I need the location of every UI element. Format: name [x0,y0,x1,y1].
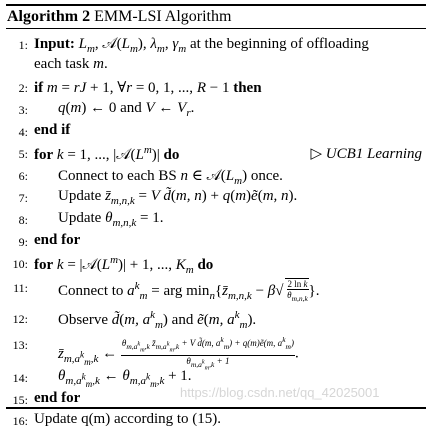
line-code: q(m) ← 0 and V ← $V_r$. [58,100,195,119]
keyword: Input: [34,36,75,52]
line-code: for $k = |𝒜(L^m)| + 1$, ..., $K_m$ do [34,254,214,276]
keyword: if [34,80,44,96]
keyword: end for [34,232,81,248]
line-number: 4: [18,125,28,139]
keyword: end for [34,390,81,406]
line-code: for k = 1, ..., $|𝒜(L^m)|$ do [34,144,180,163]
algorithm-name: EMM-LSI Algorithm [94,8,232,25]
line-number: 1: [18,38,28,52]
watermark: https://blog.csdn.net/qq_42025001 [180,385,380,400]
keyword: for [34,257,54,273]
algorithm-title [6,6,426,28]
line-code: $\theta_{m,a^k_m,k}$ ← $\theta_{m,a^k_m,k} + 1$. [58,368,192,390]
bottom-rule [6,407,426,409]
line-number: 6: [18,169,28,183]
line-number: 9: [18,235,28,249]
line-number: 16: [12,414,28,428]
line-number: 7: [18,191,28,205]
line-number: 15: [12,393,28,407]
line-number: 12: [12,312,28,326]
line-code: if m = rJ + 1, ∀r = 0, 1, ..., R − 1 then [34,80,262,96]
line-number: 11: [13,281,28,295]
line-code: Update $\theta_{m,n,k} = 1$. [58,210,164,229]
line-code: Input: $L_m$, $𝒜(L_m)$, $\lambda_m$, $\gamma_m$ at the beginning of offloading [34,36,369,55]
line-number: 5: [18,147,28,161]
ucb1-comment: ▷ UCB1 Learning [310,146,422,162]
line-number: 10: [12,257,28,271]
line-code: Connect to each BS n ∈ $𝒜(L_m)$ once. [58,168,283,187]
line-number: 3: [18,103,28,117]
title-rule [6,28,426,29]
line-code: Observe d̃(m, $a^k_m$) and ẽ(m, $a^k_m$). [58,309,257,331]
line-code: Update q(m) according to (15). [34,411,222,427]
line-number: 14: [12,371,28,385]
algorithm-label: Algorithm 2 [7,8,91,25]
line-code: Update $z̄_{m,n,k} = V$ d̃(m, n) + q(m)ẽ(m, n). [58,188,298,207]
keyword: for [34,147,54,163]
line-number: 8: [18,213,28,227]
keyword: end if [34,122,71,138]
line-number: 13: [12,338,28,352]
line-number: 2: [18,81,28,95]
line-code: $z̄_{m,a^k_m,k}$ ← $\frac{\theta_{m,a^k_m,k} z̄_{m,a^k_m,k} + V d̃(m, a^k_m) + q(m)ẽ(m, a^k_m)}{\theta_{m,a^k_m,k} + 1}$ . [58,335,299,372]
line-code: Connect to $a^k_m$ = arg $\min_n\{z̄_{m,n,k} - \beta√$ $\frac{\text{2 ln k}}{\theta_{m,n,k}}$ }. [58,279,320,303]
line-code: each task m. [34,56,108,72]
